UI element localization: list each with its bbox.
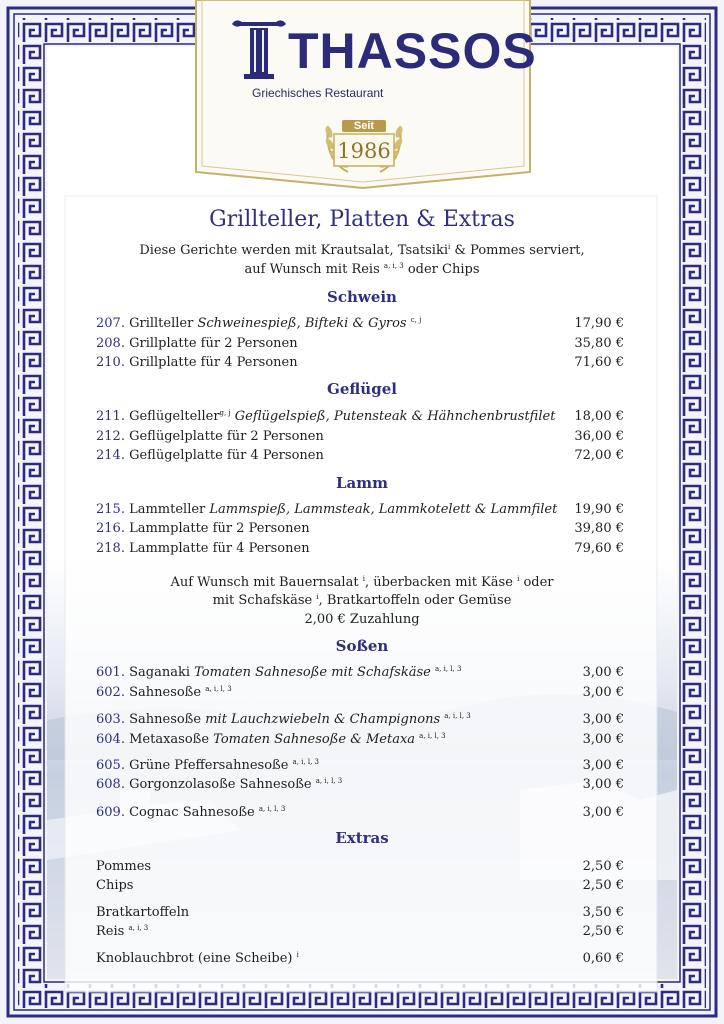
- menu-item: 605. Grüne Pfeffersahnesoße $^{a, i, l, 3}$: [96, 758, 320, 773]
- option-note-line-1: Auf Wunsch mit Bauernsalat $^i$, überbacken mit Käse $^i$ oder: [170, 575, 554, 590]
- item-price: 71,60 €: [574, 355, 624, 370]
- item-price: 3,50 €: [582, 905, 624, 920]
- section-heading-sossen: Soßen: [335, 637, 389, 655]
- item-price: 2,50 €: [582, 924, 624, 939]
- item-price: 19,90 €: [574, 502, 624, 517]
- menu-item: 211. Geflügelteller$^{g, j}$ Geflügelspieß, Putensteak & Hähnchenbrustfilet: [96, 409, 556, 424]
- intro-line-1: Diese Gerichte werden mit Krautsalat, Tsatsiki$^i$ & Pommes serviert,: [139, 243, 585, 258]
- menu-item: 216. Lammplatte für 2 Personen: [96, 521, 310, 536]
- brand-subtitle: Griechisches Restaurant: [252, 86, 384, 100]
- item-price: 3,00 €: [582, 805, 624, 820]
- menu-item: 604. Metaxasoße Tomaten Sahnesoße & Metaxa $^{a, i, l, 3}$: [96, 732, 446, 747]
- menu-item: 214. Geflügelplatte für 4 Personen: [96, 448, 324, 463]
- extra-item: Pommes: [96, 859, 152, 874]
- column-icon: [230, 18, 288, 80]
- section-heading-schwein: Schwein: [327, 288, 397, 306]
- item-price: 17,90 €: [574, 316, 624, 331]
- menu-item: 603. Sahnesoße mit Lauchzwiebeln & Champignons $^{a, i, l, 3}$: [96, 712, 471, 727]
- menu-item: 208. Grillplatte für 2 Personen: [96, 336, 298, 351]
- section-heading-gefluegel: Geflügel: [327, 380, 397, 398]
- option-note-surcharge: 2,00 € Zuzahlung: [304, 612, 420, 627]
- menu-item: 601. Saganaki Tomaten Sahnesoße mit Schafskäse $^{a, i, l, 3}$: [96, 665, 462, 680]
- menu-item: 602. Sahnesoße $^{a, i, l, 3}$: [96, 685, 232, 700]
- intro-line-2: auf Wunsch mit Reis $^{a, i, 3}$ oder Chips: [244, 262, 480, 277]
- extra-item: Chips: [96, 878, 134, 893]
- menu-item: 215. Lammteller Lammspieß, Lammsteak, Lammkotelett & Lammfilet: [96, 502, 558, 517]
- item-price: 3,00 €: [582, 732, 624, 747]
- item-price: 2,50 €: [582, 878, 624, 893]
- founding-year: 1986: [337, 139, 391, 163]
- brand-logo-text: THASSOS: [288, 23, 537, 79]
- item-price: 72,00 €: [574, 448, 624, 463]
- extra-item: Knoblauchbrot (eine Scheibe) $^i$: [96, 951, 299, 966]
- menu-item: 608. Gorgonzolasoße Sahnesoße $^{a, i, l, 3}$: [96, 777, 343, 792]
- item-price: 3,00 €: [582, 758, 624, 773]
- item-price: 35,80 €: [574, 336, 624, 351]
- item-price: 79,60 €: [574, 541, 624, 556]
- menu-item: 207. Grillteller Schweinespieß, Bifteki & Gyros $^{c, j}$: [96, 316, 422, 331]
- menu-item: 210. Grillplatte für 4 Personen: [96, 355, 298, 370]
- item-price: 18,00 €: [574, 409, 624, 424]
- item-price: 0,60 €: [582, 951, 624, 966]
- page-title: Grillteller, Platten & Extras: [209, 207, 515, 232]
- item-price: 3,00 €: [582, 685, 624, 700]
- item-price: 3,00 €: [582, 777, 624, 792]
- item-price: 2,50 €: [582, 859, 624, 874]
- seit-label: Seit: [353, 120, 375, 132]
- option-note-line-2: mit Schafskäse $^i$, Bratkartoffeln oder Gemüse: [212, 593, 512, 608]
- menu-item: 212. Geflügelplatte für 2 Personen: [96, 429, 324, 444]
- extra-item: Reis $^{a, i, 3}$: [96, 924, 149, 939]
- section-heading-lamm: Lamm: [335, 474, 388, 492]
- item-price: 36,00 €: [574, 429, 624, 444]
- extra-item: Bratkartoffeln: [96, 905, 190, 920]
- item-price: 3,00 €: [582, 665, 624, 680]
- menu-item: 609. Cognac Sahnesoße $^{a, i, l, 3}$: [96, 805, 286, 820]
- item-price: 3,00 €: [582, 712, 624, 727]
- section-heading-extras: Extras: [335, 829, 389, 847]
- menu-item: 218. Lammplatte für 4 Personen: [96, 541, 310, 556]
- item-price: 39,80 €: [574, 521, 624, 536]
